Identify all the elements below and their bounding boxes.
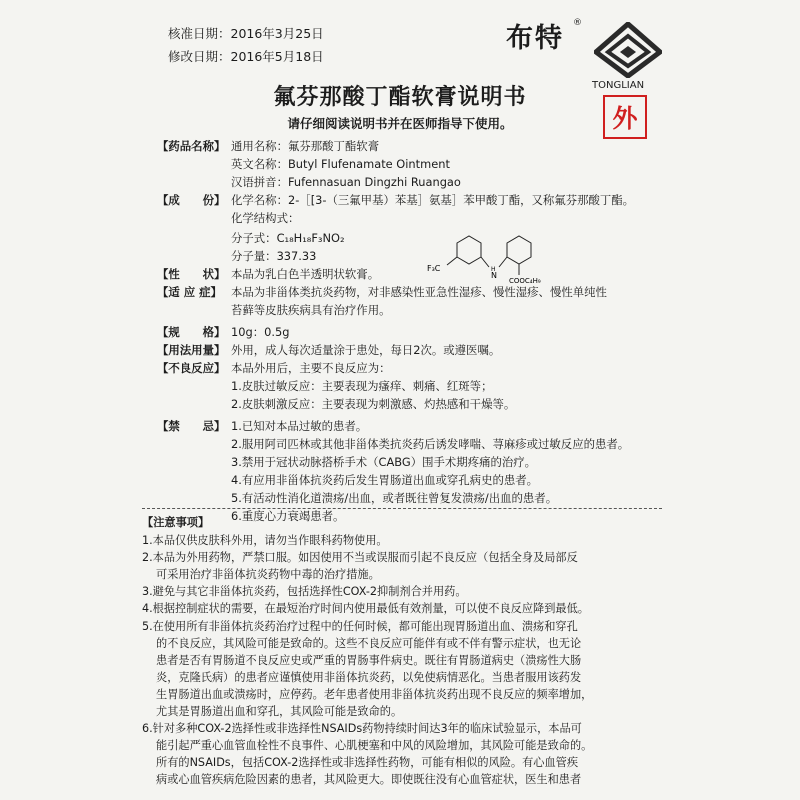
character-row: 【性 状】 本品为乳白色半透明状软膏。 bbox=[157, 267, 380, 281]
approve-date: 核准日期：2016年3月25日 bbox=[168, 26, 324, 41]
pinyin-name-row bbox=[157, 173, 667, 191]
section-label: 【用法用量】 bbox=[157, 343, 226, 357]
spec-row: 【规 格】 10g：0.5g bbox=[157, 325, 290, 339]
section-label: 【禁 忌】 bbox=[157, 419, 226, 433]
nh-n-label: N bbox=[491, 271, 497, 280]
list-item: 1.本品仅供皮肤科外用，请勿当作眼科药物使用。 bbox=[142, 534, 388, 548]
section-label: 【规 格】 bbox=[157, 325, 226, 339]
list-item: 3.避免与其它非甾体抗炎药，包括选择性COX-2抑制剂合并用药。 bbox=[142, 585, 467, 599]
section-label: 【药品名称】 bbox=[157, 139, 226, 153]
drug-name-row bbox=[157, 137, 667, 155]
external-use-badge: 外 bbox=[603, 95, 647, 139]
section-label: 【性 状】 bbox=[157, 267, 226, 281]
section-label: 【适 应 症】 bbox=[157, 285, 222, 299]
date-block bbox=[168, 22, 324, 68]
molecular-weight: 分子量：337.33 bbox=[231, 249, 317, 263]
list-item: 4.根据控制症状的需要，在最短治疗时间内使用最低有效剂量，可以使不良反应降到最低。 bbox=[142, 602, 589, 616]
pinyin-name: 汉语拼音：Fufennasuan Dingzhi Ruangao bbox=[231, 175, 461, 189]
list-item: 5.有活动性消化道溃疡/出血，或者既往曾复发溃疡/出血的患者。 bbox=[231, 491, 558, 505]
structure-label: 化学结构式： bbox=[231, 211, 300, 225]
precautions-title: 【注意事项】 bbox=[142, 516, 210, 529]
main-content: 【药品名称】 通用名称：氟芬那酸丁酯软膏 英文名称：Butyl Flufenamate Ointment 汉语拼音：Fufennasuan Dingzhi Ruangao 【成 份】 化学名称：2-［[3-（三氟甲基）苯基］氨基］苯甲酸丁酯，又称氟芬那酸丁酯。 化学结构式： 分子式：C₁₈H₁₈F₃NO₂ 分子量：337.33 F₃C H N COOC₄H₉ 【性 状】 本品为乳白色半透明状软膏。 【适 应 症】 本品为非甾体类抗炎药物，对非感染性亚急性湿疹、慢性湿疹、慢性单纯性 苔藓等皮肤疾病具有治疗作用。 【规 格】 10g：0.5g 【用法用量】 外用，成人每次适量涂于患处，每日2次。或遵医嘱。 【不良反应】 本品外用后，主要不良反应为： 1.皮肤过敏反应：主要表现为瘙痒、刺痛、红斑等； 2.皮肤刺激反应：主要表现为刺激感、灼热感和干燥等。 【禁 忌】 1.已知对本品过敏的患者。 2.服用阿司匹林或其他非甾体类抗炎药后诱发哮喘、荨麻疹或过敏反应的患者。 3.禁用于冠状动脉搭桥手术（CABG）围手术期疼痛的治疗。 4.有应用非甾体抗炎药后发生胃肠道出血或穿孔病史的患者。 5.有活动性消化道溃疡/出血，或者既往曾复发溃疡/出血的患者。 6.重度心力衰竭患者。 bbox=[157, 137, 667, 525]
logo-text: TONGLIAN bbox=[592, 80, 645, 91]
list-item: 5.在使用所有非甾体抗炎药治疗过程中的任何时候，都可能出现胃肠道出血、溃疡和穿孔 bbox=[142, 619, 578, 633]
list-item: 可采用治疗非甾体抗炎药物中毒的治疗措施。 bbox=[156, 568, 380, 582]
chemical-name: 化学名称：2-［[3-（三氟甲基）苯基］氨基］苯甲酸丁酯，又称氟芬那酸丁酯。 bbox=[231, 193, 635, 207]
contra-row: 【禁 忌】 1.已知对本品过敏的患者。 bbox=[157, 419, 368, 433]
list-item: 3.禁用于冠状动脉搭桥手术（CABG）围手术期疼痛的治疗。 bbox=[231, 455, 537, 469]
cf3-label: F₃C bbox=[427, 264, 441, 273]
list-item: 能引起严重心血管血栓性不良事件、心肌梗塞和中风的风险增加，其风险可能是致命的。 bbox=[156, 739, 593, 753]
list-item: 生胃肠道出血或溃疡时，应停药。老年患者使用非甾体抗炎药出现不良反应的频率增加， bbox=[156, 687, 593, 701]
section-label: 【成 份】 bbox=[157, 193, 226, 207]
list-item: 2.服用阿司匹林或其他非甾体类抗炎药后诱发哮喘、荨麻疹或过敏反应的患者。 bbox=[231, 437, 630, 451]
registered-mark: ® bbox=[573, 18, 582, 28]
precautions-section bbox=[142, 514, 662, 789]
document-subtitle: 请仔细阅读说明书并在医师指导下使用。 bbox=[287, 116, 513, 131]
list-item: 6.针对多种COX-2选择性或非选择性NSAIDs药物持续时间达3年的临床试验显示，本品可 bbox=[142, 722, 582, 736]
indication-row: 【适 应 症】 本品为非甾体类抗炎药物，对非感染性亚急性湿疹、慢性湿疹、慢性单纯性 bbox=[157, 285, 607, 299]
revise-date: 修改日期：2016年5月18日 bbox=[168, 49, 324, 64]
usage-row: 【用法用量】 外用，成人每次适量涂于患处，每日2次。或遵医嘱。 bbox=[157, 343, 501, 357]
list-item: 4.有应用非甾体抗炎药后发生胃肠道出血或穿孔病史的患者。 bbox=[231, 473, 539, 487]
chemical-structure-diagram bbox=[417, 221, 547, 321]
english-name: 英文名称：Butyl Flufenamate Ointment bbox=[231, 157, 450, 171]
english-name-row bbox=[157, 155, 667, 173]
nh-h-label: H bbox=[491, 266, 496, 273]
list-item: 所有的NSAIDs，包括COX-2选择性或非选择性药物，可能有相似的风险。有心血管疾 bbox=[156, 756, 579, 770]
brand-name: 布特 bbox=[506, 23, 564, 54]
list-item: 的不良反应，其风险可能是致命的。这些不良反应可能伴有或不伴有警示症状，也无论 bbox=[156, 636, 582, 650]
list-item: 尤其是胃肠道出血和穿孔，其风险可能是致命的。 bbox=[156, 705, 403, 719]
list-item: 炎，克隆氏病）的患者应谨慎使用非甾体抗炎药，以免使病情恶化。当患者服用该药发 bbox=[156, 670, 582, 684]
common-name: 通用名称：氟芬那酸丁酯软膏 bbox=[231, 139, 380, 153]
section-label: 【不良反应】 bbox=[157, 361, 226, 375]
list-item: 2.本品为外用药物，严禁口服。如因使用不当或误服而引起不良反应（包括全身及局部反 bbox=[142, 551, 578, 565]
ester-label: COOC₄H₉ bbox=[509, 277, 541, 285]
adverse-row: 【不良反应】 本品外用后，主要不良反应为： bbox=[157, 361, 391, 375]
company-logo-icon bbox=[594, 22, 662, 78]
list-item: 病或心血管疾病危险因素的患者，其风险更大。即使既往没有心血管症状，医生和患者 bbox=[156, 773, 582, 787]
notes-top-divider bbox=[142, 508, 662, 509]
document-title: 氟芬那酸丁酯软膏说明书 bbox=[273, 85, 527, 110]
list-item: 6.重度心力衰竭患者。 bbox=[231, 509, 345, 523]
list-item: 患者是否有胃肠道不良反应史或严重的胃肠事件病史。既往有胃肠道病史（溃疡性大肠 bbox=[156, 653, 582, 667]
molecular-formula: 分子式：C₁₈H₁₈F₃NO₂ bbox=[231, 231, 345, 245]
